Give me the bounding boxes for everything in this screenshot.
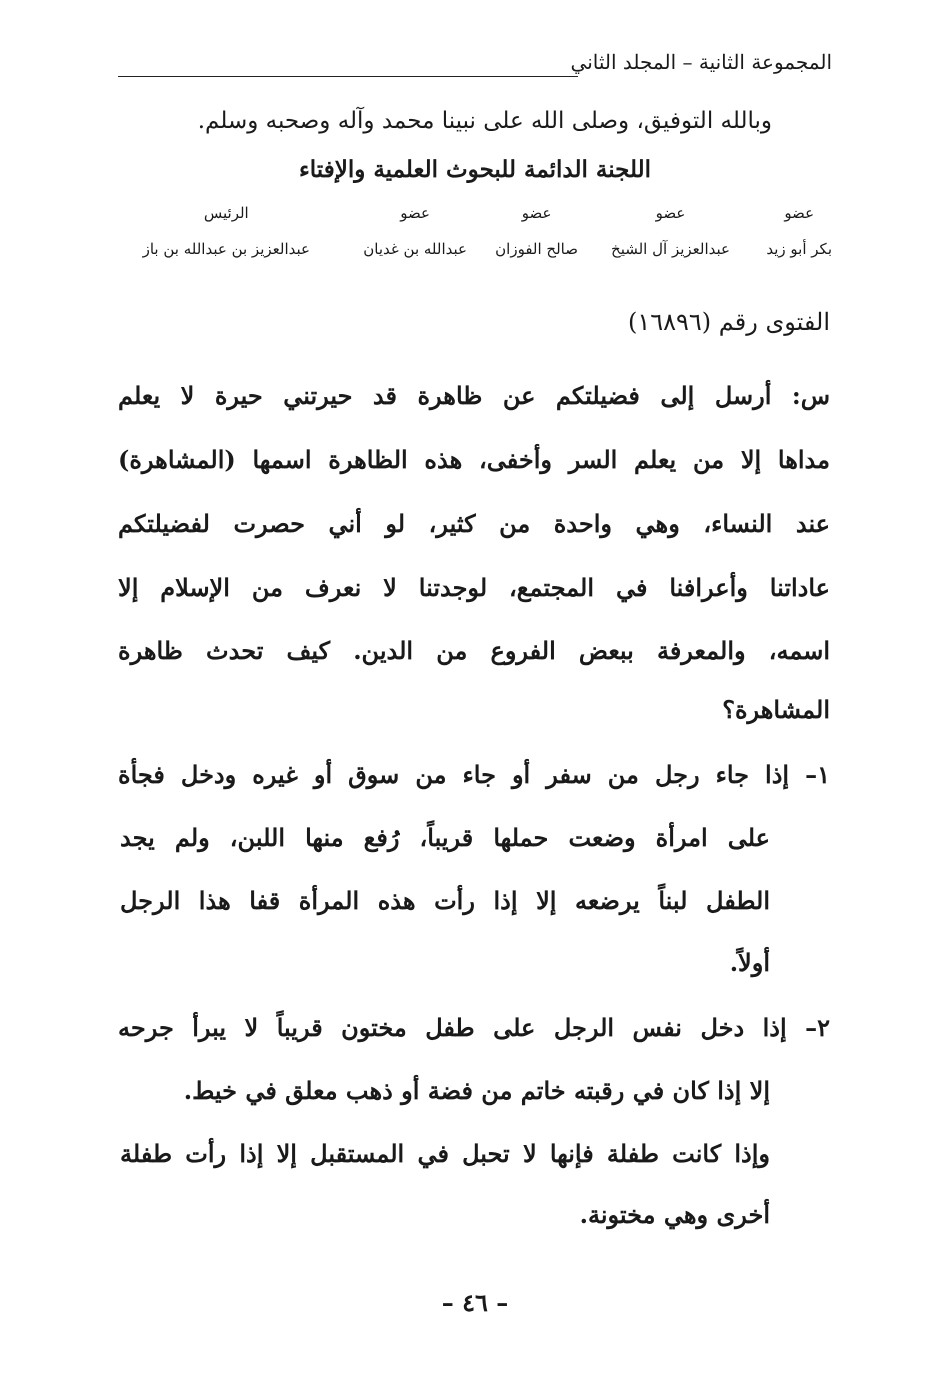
committee-title: اللجنة الدائمة للبحوث العلمية والإفتاء: [298, 156, 652, 183]
signatory-3: [495, 200, 578, 258]
signatory-role: عضو: [655, 204, 686, 222]
question-line: اسمه، والمعرفة ببعض الفروع من الدين. كيف تحدث ظاهرة: [118, 636, 830, 665]
signatory-1: [766, 200, 832, 258]
signatory-2: [611, 200, 730, 258]
signatory-4: [363, 200, 467, 258]
list-item-1-line: أولاً.: [729, 948, 770, 977]
list-item-1-line: الطفل لبناً يرضعه إلا إذا رأت هذه المرأة قفا هذا الرجل: [120, 886, 770, 915]
signatory-5: [143, 200, 310, 258]
question-line: عند النساء، وهي واحدة من كثير، لو أني حصرت لفضيلتكم: [118, 509, 830, 538]
signatory-role: الرئيس: [203, 204, 249, 222]
list-item-2-line: وإذا كانت طفلة فإنها لا تحبل في المستقبل إلا إذا رأت طفلة: [120, 1139, 770, 1168]
question-line: س: أرسل إلى فضيلتكم عن ظاهرة قد حيرتني حيرة لا يعلم: [118, 381, 830, 410]
signatory-name: صالح الفوزان: [495, 240, 578, 258]
signatory-name: عبدالعزيز بن عبدالله بن باز: [142, 240, 310, 258]
signatory-role: عضو: [521, 204, 552, 222]
list-item-2-line: ٢– إذا دخل نفس الرجل على طفل مختون قريباً لا يبرأ جرحه: [118, 1013, 830, 1042]
signatory-name: عبدالله بن غديان: [363, 240, 467, 258]
page-number: – ٤٦ –: [441, 1288, 509, 1317]
list-item-2-line: أخرى وهي مختونة.: [579, 1200, 770, 1229]
signatory-name: عبدالعزيز آل الشيخ: [611, 240, 730, 258]
list-item-2-line: إلا إذا كان في رقبته خاتم من فضة أو ذهب معلق في خيط.: [183, 1076, 770, 1105]
list-item-1-line: على امرأة وضعت حملها قريباً، رُفع منها اللبن، ولم يجد: [120, 823, 770, 852]
signatory-role: عضو: [784, 204, 815, 222]
question-line: مداها إلا من يعلم السر وأخفى، هذه الظاهرة اسمها (المشاهرة): [118, 445, 830, 474]
list-item-1-line: ١– إذا جاء رجل من سفر أو جاء من سوق أو غيره ودخل فجأة: [118, 760, 831, 789]
question-line: عاداتنا وأعرافنا في المجتمع، لوجدتنا لا نعرف من الإسلام إلا: [118, 573, 830, 602]
closing-formula: وبالله التوفيق، وصلى الله على نبينا محمد وآله وصحبه وسلم.: [197, 108, 772, 134]
signatory-role: عضو: [400, 204, 430, 222]
running-header: المجموعة الثانية – المجلد الثاني: [570, 50, 832, 74]
question-line: المشاهرة؟: [722, 695, 830, 724]
fatwa-number: الفتوى رقم (١٦٨٩٦): [627, 308, 830, 336]
header-rule: [118, 76, 578, 77]
signatory-name: بكر أبو زيد: [766, 240, 832, 258]
